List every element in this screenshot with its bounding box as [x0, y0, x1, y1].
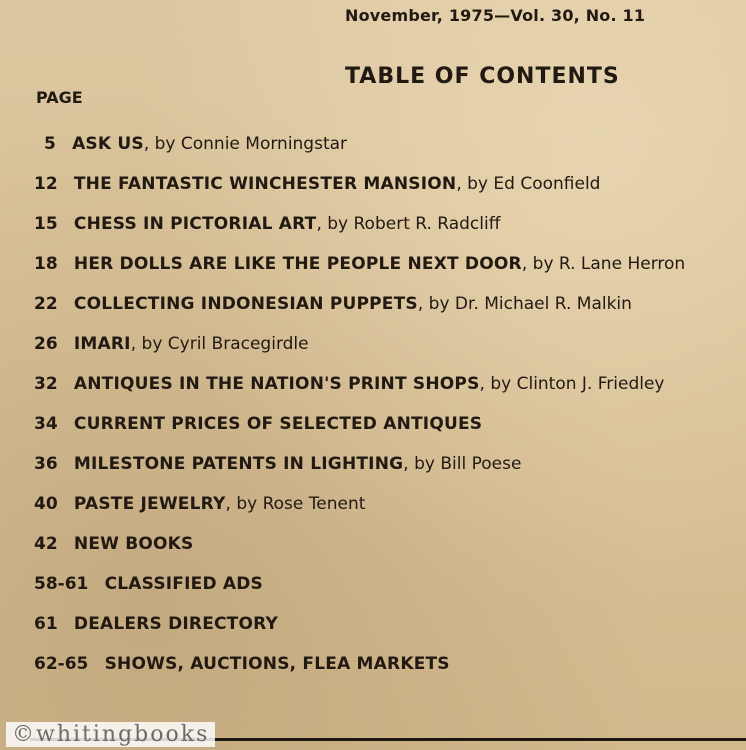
- toc-article-title: DEALERS DIRECTORY: [73, 614, 279, 634]
- toc-page-number: 15: [34, 214, 58, 234]
- toc-byline: , by Bill Poese: [403, 454, 522, 474]
- toc-entry: [34, 614, 278, 634]
- toc-byline: , by Dr. Michael R. Malkin: [417, 294, 632, 314]
- toc-page-number: 26: [34, 334, 58, 354]
- toc-article-title: SHOWS, AUCTIONS, FLEA MARKETS: [104, 654, 450, 674]
- toc-article-title: ASK US: [72, 134, 144, 154]
- toc-entry: [34, 654, 450, 674]
- toc-article-title: IMARI: [73, 334, 131, 354]
- toc-entry: [34, 294, 632, 314]
- toc-page-number: 61: [34, 614, 58, 634]
- toc-page-number: 12: [34, 174, 58, 194]
- toc-page-number: 34: [34, 414, 58, 434]
- toc-page-number: 36: [34, 454, 58, 474]
- toc-entry: [34, 414, 482, 434]
- toc-page-number: 42: [34, 534, 58, 554]
- toc-article-title: NEW BOOKS: [73, 534, 194, 554]
- toc-entry: [34, 454, 521, 474]
- toc-entry: [34, 374, 665, 394]
- toc-page-number: 40: [34, 494, 58, 514]
- toc-article-title: CLASSIFIED ADS: [104, 574, 264, 594]
- toc-page-number: 18: [34, 254, 58, 274]
- toc-byline: , by Connie Morningstar: [143, 134, 348, 154]
- watermark: ©whitingbooks: [6, 722, 215, 747]
- toc-entry: [34, 214, 500, 234]
- toc-article-title: HER DOLLS ARE LIKE THE PEOPLE NEXT DOOR: [73, 254, 522, 274]
- toc-page-number: 32: [34, 374, 58, 394]
- toc-article-title: ANTIQUES IN THE NATION'S PRINT SHOPS: [73, 374, 480, 394]
- toc-page-number: 58-61: [34, 574, 89, 594]
- toc-article-title: COLLECTING INDONESIAN PUPPETS: [73, 294, 418, 314]
- toc-article-title: CURRENT PRICES OF SELECTED ANTIQUES: [73, 414, 483, 434]
- toc-byline: , by Ed Coonfield: [456, 174, 601, 194]
- toc-article-title: CHESS IN PICTORIAL ART: [73, 214, 317, 234]
- toc-byline: , by Cyril Bracegirdle: [130, 334, 309, 354]
- toc-entry: [34, 494, 365, 514]
- toc-byline: , by Clinton J. Friedley: [479, 374, 665, 394]
- toc-byline: , by R. Lane Herron: [521, 254, 686, 274]
- toc-page-number: 62-65: [34, 654, 89, 674]
- toc-page-number: 22: [34, 294, 58, 314]
- toc-page-number: 5: [44, 134, 56, 154]
- toc-entry: [34, 174, 600, 194]
- toc-article-title: PASTE JEWELRY: [73, 494, 226, 514]
- toc-entry: [34, 254, 685, 274]
- issue-line: November, 1975—Vol. 30, No. 11: [345, 6, 646, 25]
- page-column-label: PAGE: [36, 88, 83, 107]
- toc-article-title: MILESTONE PATENTS IN LIGHTING: [73, 454, 404, 474]
- toc-entry: [34, 534, 193, 554]
- toc-byline: , by Robert R. Radcliff: [316, 214, 501, 234]
- page-title: TABLE OF CONTENTS: [345, 64, 620, 89]
- toc-byline: , by Rose Tenent: [225, 494, 366, 514]
- toc-entry: [34, 334, 309, 354]
- toc-article-title: THE FANTASTIC WINCHESTER MANSION: [73, 174, 457, 194]
- toc-entry: [44, 134, 347, 154]
- toc-entry: [34, 574, 263, 594]
